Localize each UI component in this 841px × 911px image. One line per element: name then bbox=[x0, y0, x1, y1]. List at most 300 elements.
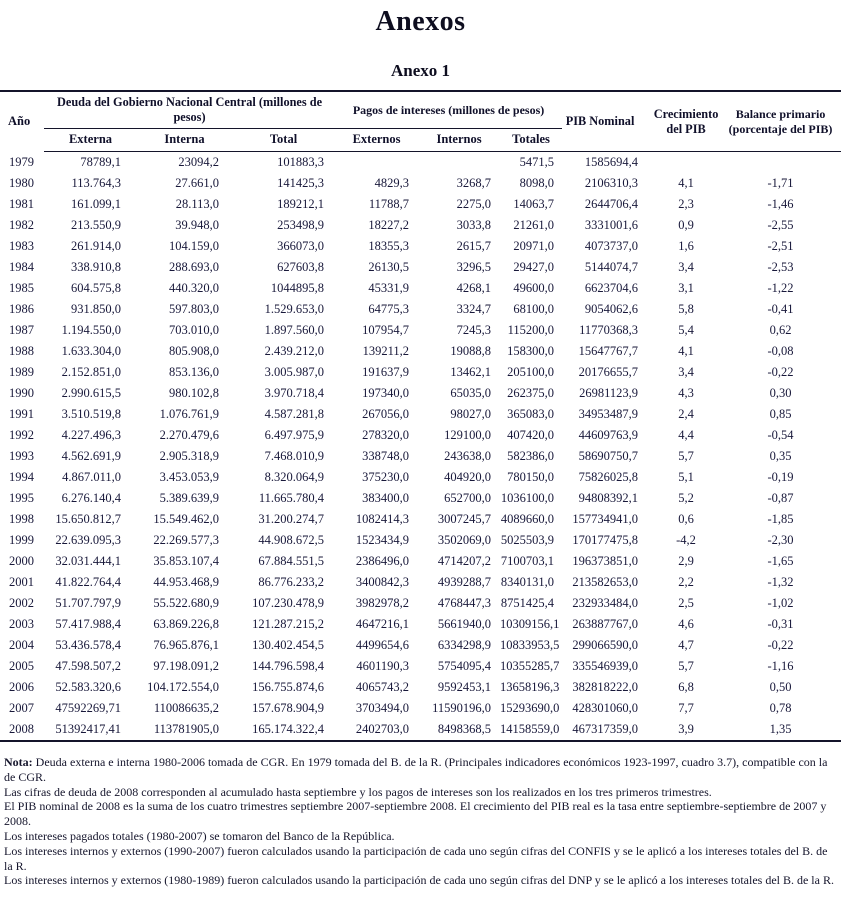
cell-externa: 57.417.988,4 bbox=[55, 617, 121, 631]
cell-totales: 29427,0 bbox=[513, 260, 555, 274]
cell-externa: 604.575,8 bbox=[71, 281, 121, 295]
cell-externos: 4499654,6 bbox=[355, 638, 410, 652]
cell-year: 1992 bbox=[9, 428, 34, 442]
cell-balance: 0,62 bbox=[769, 323, 792, 337]
cell-growth: 4,1 bbox=[678, 344, 694, 358]
cell-growth: 4,3 bbox=[678, 386, 694, 400]
cell-year: 2004 bbox=[9, 638, 34, 652]
col-header-total: Total bbox=[232, 129, 335, 152]
cell-interna: 23094,2 bbox=[178, 155, 219, 169]
cell-interna: 110086635,2 bbox=[153, 701, 219, 715]
cell-pib: 232933484,0 bbox=[572, 596, 639, 610]
table-row bbox=[0, 404, 841, 425]
cell-externos: 2386496,0 bbox=[355, 554, 410, 568]
cell-externa: 4.562.691,9 bbox=[61, 449, 121, 463]
cell-totales: 10355285,7 bbox=[500, 659, 560, 673]
cell-pib: 11770368,3 bbox=[579, 323, 639, 337]
table-row bbox=[0, 719, 841, 741]
cell-externa: 1.633.304,0 bbox=[61, 344, 121, 358]
table-row bbox=[0, 677, 841, 698]
cell-externa: 41.822.764,4 bbox=[55, 575, 121, 589]
cell-pib: 34953487,9 bbox=[578, 407, 639, 421]
cell-balance: -1,46 bbox=[767, 197, 794, 211]
cell-balance: -0,19 bbox=[767, 470, 794, 484]
cell-pib: 20176655,7 bbox=[578, 365, 639, 379]
cell-internos: 6334298,9 bbox=[437, 638, 492, 652]
table-row bbox=[0, 509, 841, 530]
cell-pib: 26981123,9 bbox=[579, 386, 639, 400]
cell-externa: 1.194.550,0 bbox=[61, 323, 121, 337]
cell-interna: 104.172.554,0 bbox=[147, 680, 219, 694]
cell-growth bbox=[652, 152, 720, 174]
cell-totales: 49600,0 bbox=[513, 281, 555, 295]
cell-externos: 338748,0 bbox=[362, 449, 410, 463]
table-row bbox=[0, 152, 841, 174]
table-row bbox=[0, 173, 841, 194]
cell-balance: 0,35 bbox=[769, 449, 792, 463]
cell-balance: -2,30 bbox=[767, 533, 794, 547]
cell-total: 627603,8 bbox=[277, 260, 325, 274]
cell-totales: 13658196,3 bbox=[500, 680, 560, 694]
cell-internos: 4714207,2 bbox=[437, 554, 492, 568]
cell-year: 1986 bbox=[9, 302, 34, 316]
cell-externos: 1523434,9 bbox=[355, 533, 410, 547]
cell-externa: 338.910,8 bbox=[71, 260, 121, 274]
cell-internos: 3033,8 bbox=[456, 218, 492, 232]
cell-totales: 205100,0 bbox=[507, 365, 555, 379]
cell-year: 1983 bbox=[9, 239, 34, 253]
col-header-interest-group: Pagos de intereses (millones de pesos) bbox=[335, 91, 562, 129]
cell-balance: -0,22 bbox=[767, 365, 794, 379]
cell-externos: 383400,0 bbox=[362, 491, 410, 505]
cell-total: 11.665.780,4 bbox=[258, 491, 325, 505]
cell-totales: 7100703,1 bbox=[500, 554, 555, 568]
cell-pib: 2106310,3 bbox=[584, 176, 639, 190]
cell-externos: 197340,0 bbox=[362, 386, 410, 400]
cell-externa: 6.276.140,4 bbox=[61, 491, 121, 505]
table-row bbox=[0, 215, 841, 236]
table-row bbox=[0, 362, 841, 383]
cell-internos: 243638,0 bbox=[444, 449, 492, 463]
cell-total: 3.970.718,4 bbox=[264, 386, 325, 400]
cell-totales: 8751425,4 bbox=[500, 596, 555, 610]
table-row bbox=[0, 194, 841, 215]
cell-interna: 2.270.479,6 bbox=[159, 428, 219, 442]
note-text: Las cifras de deuda de 2008 corresponden al acumulado hasta septiembre y los pagos de intereses son los realizados en los tres primeros trimestres. bbox=[4, 784, 712, 799]
cell-balance: 0,50 bbox=[769, 680, 792, 694]
cell-growth: 4,7 bbox=[678, 638, 694, 652]
table-row bbox=[0, 257, 841, 278]
cell-pib: 213582653,0 bbox=[572, 575, 639, 589]
table-row bbox=[0, 278, 841, 299]
cell-interna: 63.869.226,8 bbox=[153, 617, 219, 631]
cell-totales: 5025503,9 bbox=[500, 533, 555, 547]
note-text: El PIB nominal de 2008 es la suma de los cuatro trimestres septiembre 2007-septiembre 2008. El crecimiento del PIB real es la tasa entre septiembre-septiembre de 2007 y 2008. bbox=[4, 799, 827, 829]
cell-pib: 15647767,7 bbox=[578, 344, 639, 358]
cell-year: 1988 bbox=[9, 344, 34, 358]
cell-balance: -0,41 bbox=[767, 302, 794, 316]
annex-subtitle: Anexo 1 bbox=[390, 61, 451, 80]
cell-externa: 53.436.578,4 bbox=[55, 638, 121, 652]
cell-interna: 288.693,0 bbox=[169, 260, 219, 274]
table-row bbox=[0, 551, 841, 572]
cell-year: 1991 bbox=[9, 407, 34, 421]
cell-year: 2002 bbox=[9, 596, 34, 610]
cell-interna: 3.453.053,9 bbox=[159, 470, 219, 484]
cell-balance: -2,53 bbox=[767, 260, 794, 274]
cell-total: 157.678.904,9 bbox=[252, 701, 325, 715]
cell-year: 2000 bbox=[9, 554, 34, 568]
cell-interna: 703.010,0 bbox=[169, 323, 219, 337]
cell-balance: -0,87 bbox=[767, 491, 794, 505]
cell-year: 2008 bbox=[0, 719, 44, 741]
cell-growth: 6,8 bbox=[678, 680, 694, 694]
cell-total: 6.497.975,9 bbox=[264, 428, 325, 442]
note-line bbox=[4, 829, 837, 844]
cell-total: 144.796.598,4 bbox=[252, 659, 325, 673]
cell-interna: 805.908,0 bbox=[169, 344, 219, 358]
cell-internos: 19088,8 bbox=[450, 344, 492, 358]
cell-pib: 4073737,0 bbox=[584, 239, 639, 253]
group-header-row bbox=[0, 91, 841, 129]
cell-externos: 11788,7 bbox=[368, 197, 410, 211]
cell-internos: 13462,1 bbox=[450, 365, 492, 379]
cell-externos: 4601190,3 bbox=[356, 659, 410, 673]
cell-externa: 213.550,9 bbox=[71, 218, 121, 232]
cell-balance: 0,30 bbox=[769, 386, 792, 400]
cell-growth: 2,2 bbox=[678, 575, 694, 589]
cell-pib: 157734941,0 bbox=[572, 512, 639, 526]
col-header-growth: Crecimiento del PIB bbox=[652, 91, 720, 152]
cell-externa: 51392417,41 bbox=[44, 719, 137, 741]
cell-interna: 28.113,0 bbox=[175, 197, 219, 211]
table-row bbox=[0, 656, 841, 677]
cell-pib: 75826025,8 bbox=[578, 470, 639, 484]
table-row bbox=[0, 530, 841, 551]
cell-balance: -0,08 bbox=[767, 344, 794, 358]
cell-interna: 44.953.468,9 bbox=[153, 575, 219, 589]
cell-total: 4.587.281,8 bbox=[264, 407, 325, 421]
cell-externa: 931.850,0 bbox=[71, 302, 121, 316]
cell-total: 130.402.454,5 bbox=[252, 638, 325, 652]
cell-growth: 3,4 bbox=[678, 365, 694, 379]
cell-total: 156.755.874,6 bbox=[252, 680, 325, 694]
cell-growth: 4,1 bbox=[678, 176, 694, 190]
cell-externos: 26130,5 bbox=[368, 260, 410, 274]
cell-externa: 47.598.507,2 bbox=[55, 659, 121, 673]
note-line bbox=[4, 785, 837, 800]
cell-externa: 51.707.797,9 bbox=[55, 596, 121, 610]
cell-total: 107.230.478,9 bbox=[252, 596, 325, 610]
table-header bbox=[0, 91, 841, 152]
cell-interna: 5.389.639,9 bbox=[159, 491, 219, 505]
cell-growth: 2,9 bbox=[678, 554, 694, 568]
cell-totales: 21261,0 bbox=[513, 218, 555, 232]
cell-internos: 9592453,1 bbox=[437, 680, 492, 694]
cell-externos: 2402703,0 bbox=[335, 719, 418, 741]
table-row bbox=[0, 425, 841, 446]
cell-year: 1981 bbox=[9, 197, 34, 211]
cell-externos: 3982978,2 bbox=[355, 596, 410, 610]
cell-externos: 191637,9 bbox=[362, 365, 410, 379]
cell-externa: 4.227.496,3 bbox=[61, 428, 121, 442]
col-header-debt-group: Deuda del Gobierno Nacional Central (millones de pesos) bbox=[44, 91, 335, 129]
cell-year: 1994 bbox=[9, 470, 34, 484]
cell-totales: 15293690,0 bbox=[500, 701, 560, 715]
table-row bbox=[0, 299, 841, 320]
cell-growth: 3,1 bbox=[678, 281, 694, 295]
note-line bbox=[4, 873, 837, 888]
cell-year: 1998 bbox=[9, 512, 34, 526]
cell-externos: 267056,0 bbox=[362, 407, 410, 421]
cell-totales: 262375,0 bbox=[507, 386, 555, 400]
cell-pib: 170177475,8 bbox=[572, 533, 639, 547]
table-row bbox=[0, 593, 841, 614]
cell-total: 1.897.560,0 bbox=[264, 323, 325, 337]
cell-totales: 365083,0 bbox=[507, 407, 555, 421]
cell-total: 44.908.672,5 bbox=[258, 533, 325, 547]
cell-pib: 6623704,6 bbox=[584, 281, 639, 295]
col-header-totales: Totales bbox=[500, 129, 562, 152]
cell-externa: 32.031.444,1 bbox=[55, 554, 121, 568]
cell-internos: 404920,0 bbox=[444, 470, 492, 484]
cell-interna: 113781905,0 bbox=[137, 719, 232, 741]
cell-totales: 10309156,1 bbox=[500, 617, 560, 631]
cell-balance: -1,71 bbox=[767, 176, 794, 190]
cell-growth: 2,3 bbox=[678, 197, 694, 211]
cell-externa: 3.510.519,8 bbox=[61, 407, 121, 421]
cell-balance: -2,55 bbox=[767, 218, 794, 232]
cell-balance: -1,65 bbox=[767, 554, 794, 568]
cell-year: 2001 bbox=[9, 575, 34, 589]
cell-externos: 3400842,3 bbox=[355, 575, 410, 589]
cell-interna: 853.136,0 bbox=[169, 365, 219, 379]
col-header-balance: Balance primario (porcentaje del PIB) bbox=[720, 91, 841, 152]
table-row bbox=[0, 698, 841, 719]
cell-balance bbox=[720, 152, 841, 174]
cell-interna: 15.549.462,0 bbox=[153, 512, 219, 526]
table-row bbox=[0, 320, 841, 341]
cell-pib: 299066590,0 bbox=[572, 638, 639, 652]
cell-year: 1980 bbox=[9, 176, 34, 190]
table-row bbox=[0, 614, 841, 635]
cell-internos: 11590196,0 bbox=[432, 701, 492, 715]
cell-total: 67.884.551,5 bbox=[258, 554, 325, 568]
cell-growth: 3,9 bbox=[652, 719, 720, 741]
cell-interna: 35.853.107,4 bbox=[153, 554, 219, 568]
cell-total: 3.005.987,0 bbox=[264, 365, 325, 379]
cell-year: 2005 bbox=[9, 659, 34, 673]
cell-pib: 467317359,0 bbox=[562, 719, 652, 741]
cell-externa: 78789,1 bbox=[80, 155, 121, 169]
cell-growth: 0,6 bbox=[678, 512, 694, 526]
cell-total: 7.468.010,9 bbox=[264, 449, 325, 463]
cell-internos: 2275,0 bbox=[456, 197, 492, 211]
cell-internos: 3268,7 bbox=[456, 176, 492, 190]
cell-growth: 0,9 bbox=[678, 218, 694, 232]
cell-growth: 5,7 bbox=[678, 659, 694, 673]
cell-growth: 5,7 bbox=[678, 449, 694, 463]
cell-total: 366073,0 bbox=[277, 239, 325, 253]
cell-internos: 4768447,3 bbox=[437, 596, 492, 610]
table-body bbox=[0, 152, 841, 742]
table-row bbox=[0, 446, 841, 467]
cell-externa: 161.099,1 bbox=[71, 197, 121, 211]
cell-total: 165.174.322,4 bbox=[232, 719, 335, 741]
cell-internos: 4268,1 bbox=[456, 281, 492, 295]
cell-totales: 115200,0 bbox=[507, 323, 555, 337]
cell-interna: 440.320,0 bbox=[169, 281, 219, 295]
cell-internos: 3296,5 bbox=[456, 260, 492, 274]
cell-interna: 2.905.318,9 bbox=[159, 449, 219, 463]
cell-interna: 104.159,0 bbox=[169, 239, 219, 253]
cell-year: 1989 bbox=[9, 365, 34, 379]
note-text: Deuda externa e interna 1980-2006 tomada de CGR. En 1979 tomada del B. de la R. (Principales indicadores económicos 1923-1997, cuadro 3.7), compatible con la de CGR. bbox=[4, 755, 828, 784]
cell-externa: 47592269,71 bbox=[55, 701, 121, 715]
cell-growth: -4,2 bbox=[676, 533, 696, 547]
cell-year: 1979 bbox=[9, 154, 34, 169]
cell-total: 189212,1 bbox=[277, 197, 325, 211]
cell-internos: 4939288,7 bbox=[437, 575, 492, 589]
cell-externa: 261.914,0 bbox=[71, 239, 121, 253]
cell-total: 2.439.212,0 bbox=[264, 344, 325, 358]
cell-balance: -0,31 bbox=[767, 617, 794, 631]
cell-totales: 14158559,0 bbox=[500, 719, 562, 741]
cell-balance: -1,32 bbox=[767, 575, 794, 589]
table-row bbox=[0, 467, 841, 488]
cell-balance: -0,54 bbox=[767, 428, 794, 442]
cell-internos: 3324,7 bbox=[456, 302, 492, 316]
cell-growth: 5,4 bbox=[678, 323, 694, 337]
cell-growth: 4,4 bbox=[678, 428, 694, 442]
cell-interna: 597.803,0 bbox=[169, 302, 219, 316]
cell-totales: 407420,0 bbox=[507, 428, 555, 442]
cell-externos: 18355,3 bbox=[368, 239, 410, 253]
cell-interna: 980.102,8 bbox=[169, 386, 219, 400]
annex-table bbox=[0, 90, 841, 742]
table-row bbox=[0, 236, 841, 257]
cell-pib: 44609763,9 bbox=[578, 428, 639, 442]
col-header-internos: Internos bbox=[418, 129, 500, 152]
table-row bbox=[0, 341, 841, 362]
cell-internos: 129100,0 bbox=[444, 428, 492, 442]
note-text: Los intereses internos y externos (1980-1989) fueron calculados usando la participación de cada uno según cifras del DNP y se le aplicó a los intereses totales del B. de la R. bbox=[4, 873, 834, 888]
notes bbox=[0, 755, 841, 888]
note-line bbox=[4, 799, 837, 829]
cell-pib: 3331001,6 bbox=[584, 218, 639, 232]
cell-externos: 64775,3 bbox=[368, 302, 410, 316]
cell-interna: 27.661,0 bbox=[175, 176, 219, 190]
cell-internos: 5754095,4 bbox=[437, 659, 492, 673]
cell-totales: 68100,0 bbox=[513, 302, 555, 316]
cell-externa: 15.650.812,7 bbox=[55, 512, 121, 526]
cell-totales: 582386,0 bbox=[507, 449, 555, 463]
cell-internos: 3007245,7 bbox=[437, 512, 492, 526]
cell-totales: 780150,0 bbox=[507, 470, 555, 484]
cell-internos: 7245,3 bbox=[456, 323, 492, 337]
cell-pib: 2644706,4 bbox=[584, 197, 639, 211]
cell-totales: 10833953,5 bbox=[500, 638, 560, 652]
cell-pib: 9054062,6 bbox=[584, 302, 639, 316]
cell-externa: 4.867.011,0 bbox=[62, 470, 121, 484]
cell-externos: 1082414,3 bbox=[355, 512, 410, 526]
cell-externos: 4829,3 bbox=[374, 176, 410, 190]
col-header-externa: Externa bbox=[44, 129, 137, 152]
cell-year: 1999 bbox=[9, 533, 34, 547]
cell-growth: 7,7 bbox=[678, 701, 694, 715]
cell-externos: 107954,7 bbox=[362, 323, 410, 337]
cell-year: 2007 bbox=[9, 701, 34, 715]
cell-year: 1982 bbox=[9, 218, 34, 232]
cell-growth: 5,2 bbox=[678, 491, 694, 505]
cell-internos: 2615,7 bbox=[456, 239, 492, 253]
table-row bbox=[0, 488, 841, 509]
cell-externos: 4647216,1 bbox=[355, 617, 410, 631]
table-row bbox=[0, 635, 841, 656]
col-header-pib: PIB Nominal bbox=[562, 91, 652, 152]
cell-total: 253498,9 bbox=[277, 218, 325, 232]
cell-externos: 3703494,0 bbox=[355, 701, 410, 715]
cell-externa: 2.152.851,0 bbox=[61, 365, 121, 379]
cell-total: 1.529.653,0 bbox=[264, 302, 325, 316]
page bbox=[0, 6, 841, 888]
cell-growth: 1,6 bbox=[678, 239, 694, 253]
cell-growth: 2,5 bbox=[678, 596, 694, 610]
cell-internos: 8498368,5 bbox=[418, 719, 500, 741]
cell-year: 1990 bbox=[9, 386, 34, 400]
cell-interna: 22.269.577,3 bbox=[153, 533, 219, 547]
cell-pib: 58690750,7 bbox=[578, 449, 639, 463]
cell-total: 121.287.215,2 bbox=[252, 617, 325, 631]
cell-interna: 1.076.761,9 bbox=[159, 407, 219, 421]
cell-internos: 3502069,0 bbox=[437, 533, 492, 547]
cell-pib: 335546939,0 bbox=[572, 659, 639, 673]
cell-interna: 39.948,0 bbox=[175, 218, 219, 232]
cell-externos: 18227,2 bbox=[368, 218, 410, 232]
cell-pib: 196373851,0 bbox=[572, 554, 639, 568]
cell-internos: 652700,0 bbox=[444, 491, 492, 505]
cell-growth: 5,1 bbox=[678, 470, 694, 484]
cell-growth: 3,4 bbox=[678, 260, 694, 274]
cell-externos bbox=[335, 152, 418, 174]
cell-balance: 1,35 bbox=[720, 719, 841, 741]
cell-year: 2006 bbox=[9, 680, 34, 694]
note-text: Los intereses pagados totales (1980-2007) se tomaron del Banco de la República. bbox=[4, 828, 395, 843]
cell-pib: 382818222,0 bbox=[572, 680, 639, 694]
cell-pib: 1585694,4 bbox=[584, 155, 639, 169]
cell-totales: 4089660,0 bbox=[500, 512, 555, 526]
cell-totales: 158300,0 bbox=[507, 344, 555, 358]
note-text: Los intereses internos y externos (1990-2007) fueron calculados usando la participación de cada uno según cifras del CONFIS y se le aplicó a los intereses totales del B. de la R. bbox=[4, 843, 828, 873]
cell-externa: 2.990.615,5 bbox=[61, 386, 121, 400]
cell-pib: 263887767,0 bbox=[572, 617, 639, 631]
cell-balance: -2,51 bbox=[767, 239, 794, 253]
cell-internos: 65035,0 bbox=[450, 386, 492, 400]
cell-year: 1993 bbox=[9, 449, 34, 463]
cell-interna: 97.198.091,2 bbox=[153, 659, 219, 673]
col-header-year: Año bbox=[8, 114, 31, 129]
cell-balance: -1,16 bbox=[767, 659, 794, 673]
cell-balance: -0,22 bbox=[767, 638, 794, 652]
cell-totales: 8340131,0 bbox=[500, 575, 555, 589]
cell-externos: 278320,0 bbox=[362, 428, 410, 442]
col-header-interna: Interna bbox=[137, 129, 232, 152]
cell-pib: 5144074,7 bbox=[584, 260, 639, 274]
cell-balance: -1,85 bbox=[767, 512, 794, 526]
cell-pib: 428301060,0 bbox=[572, 701, 639, 715]
cell-totales: 20971,0 bbox=[513, 239, 555, 253]
cell-total: 86.776.233,2 bbox=[258, 575, 325, 589]
